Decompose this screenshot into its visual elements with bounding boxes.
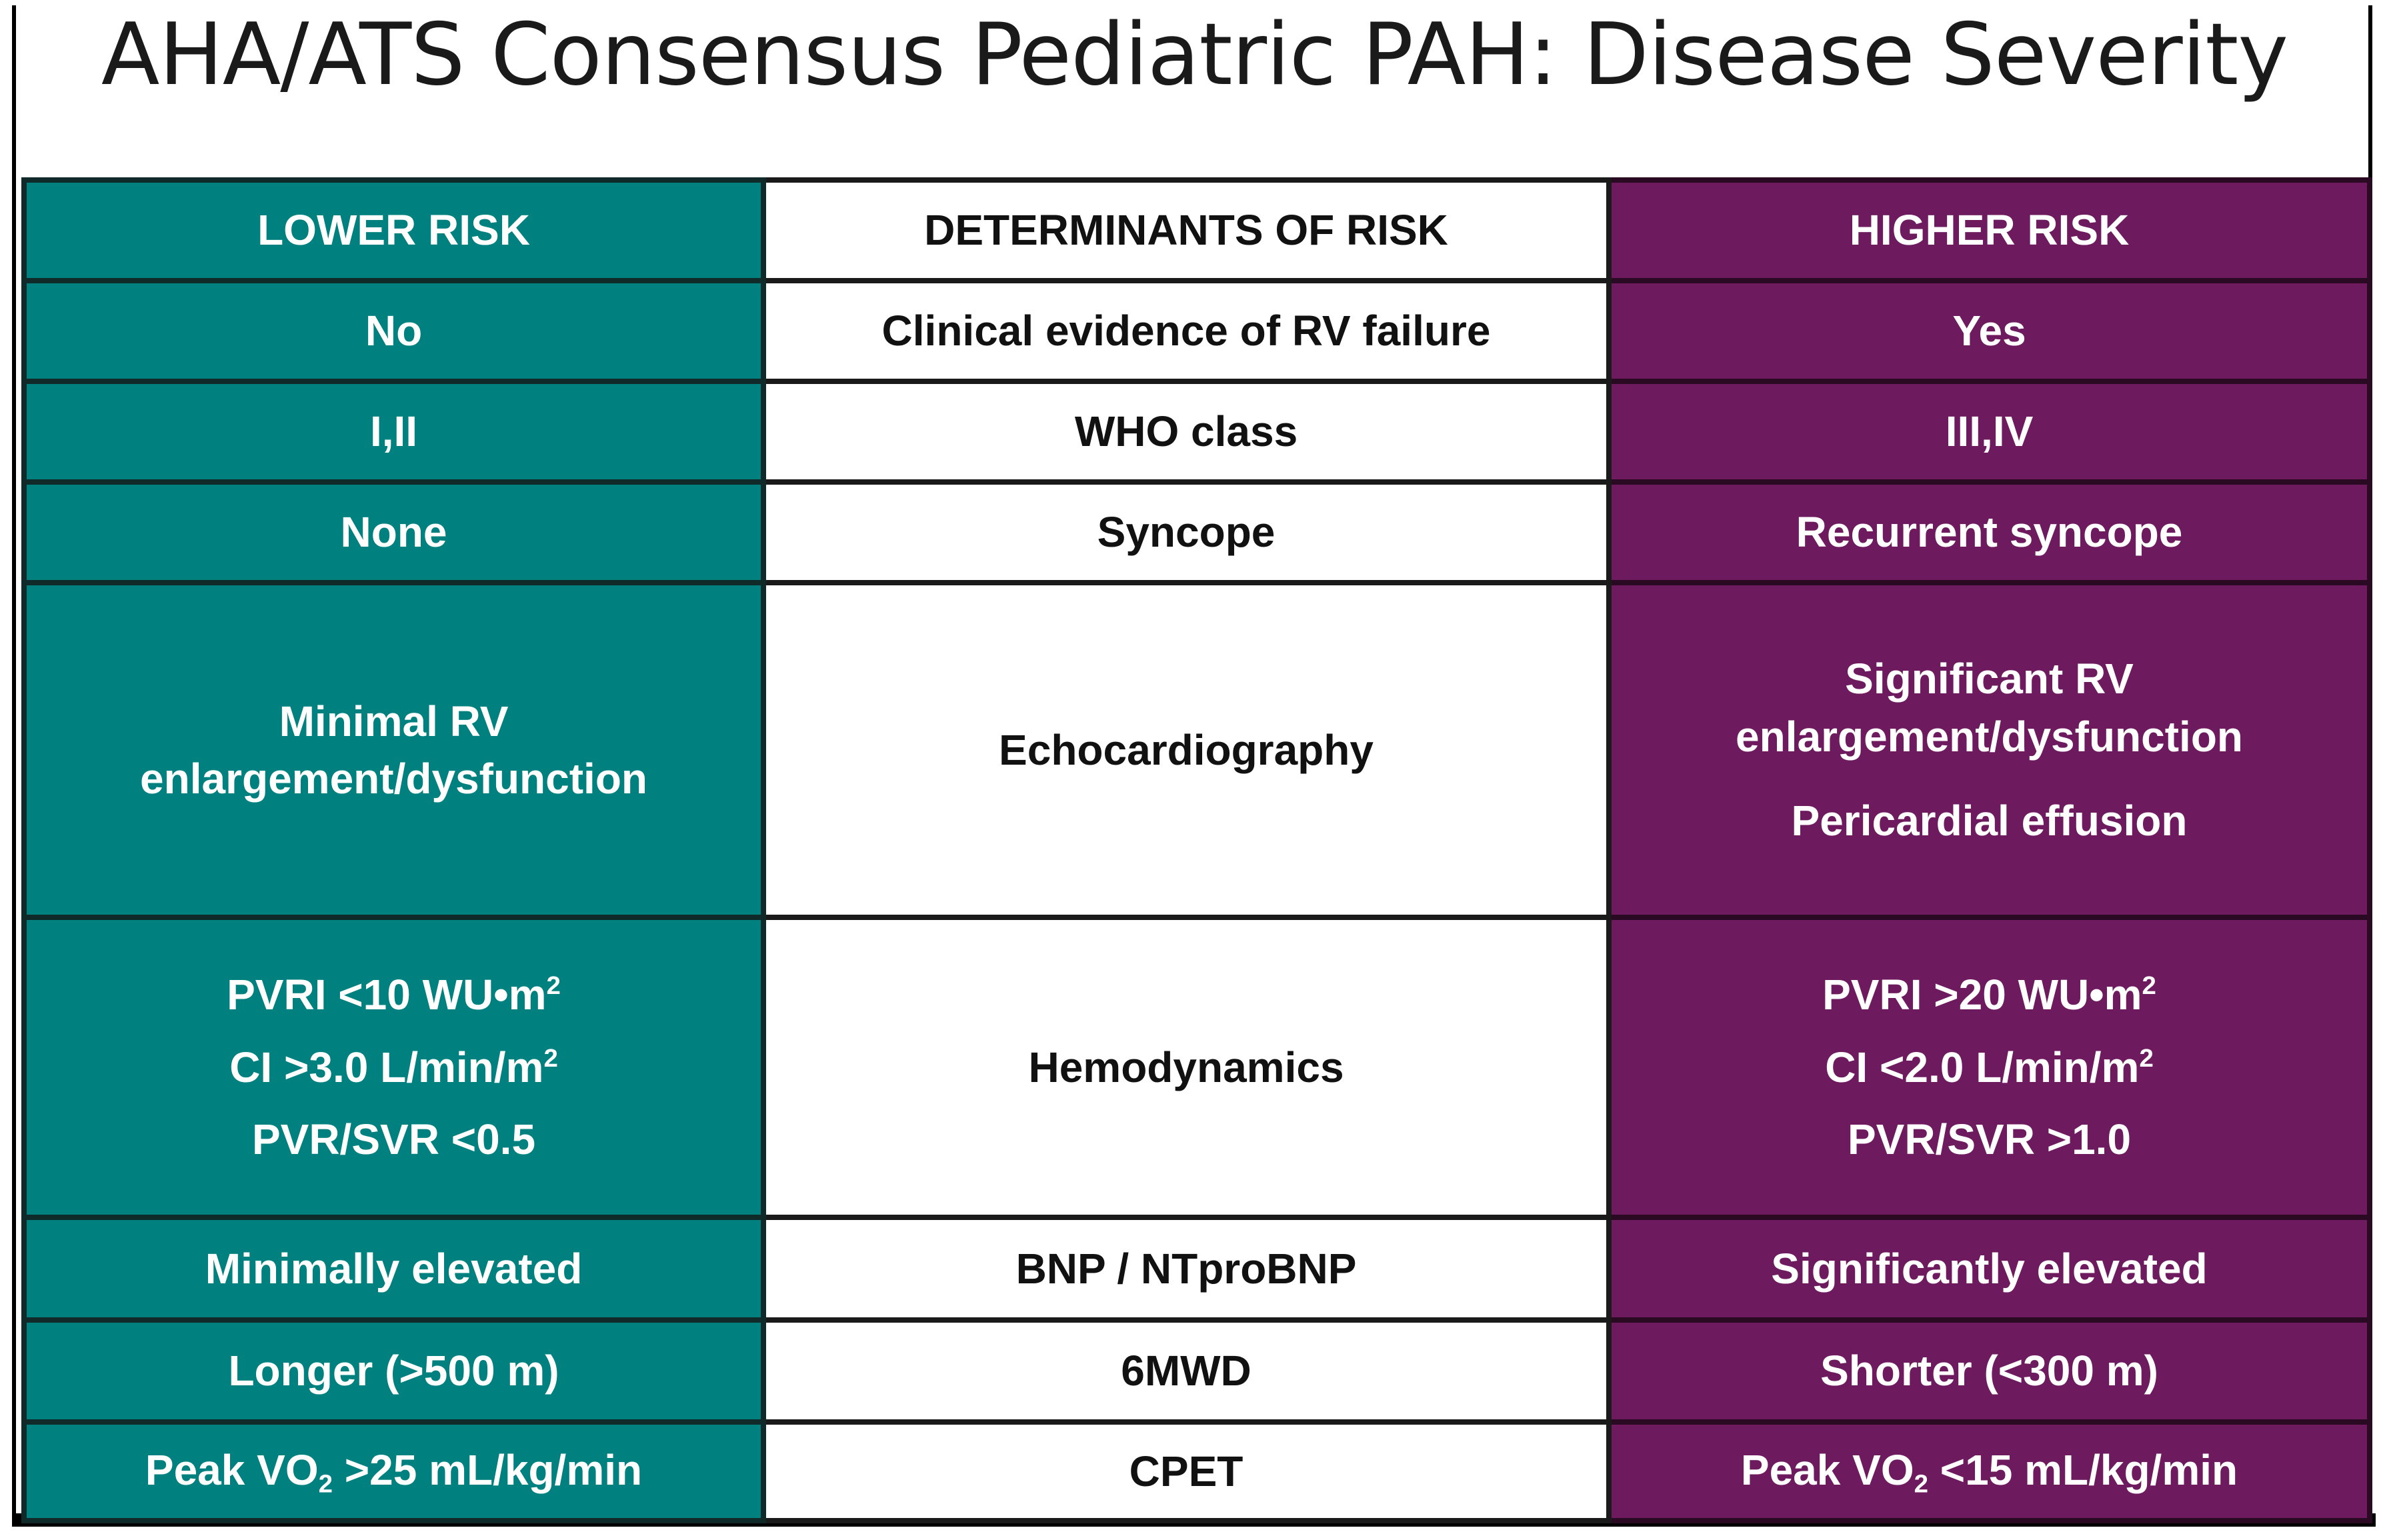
- subscript: 2: [1914, 1469, 1928, 1499]
- higher-cell: Significantly elevated: [1609, 1217, 2370, 1320]
- higher-cell: [1609, 583, 2370, 917]
- cell-line: enlargement/dysfunction: [140, 755, 647, 803]
- table-row: [24, 281, 2370, 381]
- lower-cell: [24, 583, 763, 917]
- cell-line: Pericardial effusion: [1791, 797, 2188, 845]
- lower-cell: Longer (>500 m): [24, 1320, 763, 1422]
- cell-text: Peak VO: [145, 1445, 319, 1494]
- table-header-row: [24, 180, 2370, 281]
- header-lower-risk: LOWER RISK: [24, 180, 763, 281]
- cell-line: enlargement/dysfunction: [1736, 712, 2243, 761]
- lower-cell: No: [24, 281, 763, 381]
- header-determinants: DETERMINANTS OF RISK: [763, 180, 1609, 281]
- cell-text: <15 mL/kg/min: [1928, 1445, 2238, 1494]
- determinant-cell: CPET: [763, 1422, 1609, 1521]
- determinant-cell: 6MWD: [763, 1320, 1609, 1422]
- lower-cell: None: [24, 482, 763, 583]
- cell-text: PVRI >20 WU•m: [1822, 970, 2142, 1019]
- table-row: [24, 1320, 2370, 1422]
- cell-text: >25 mL/kg/min: [332, 1445, 643, 1494]
- higher-cell: [1609, 917, 2370, 1217]
- table-row: [24, 1217, 2370, 1320]
- higher-cell: Yes: [1609, 281, 2370, 381]
- determinant-cell: Hemodynamics: [763, 917, 1609, 1217]
- higher-cell: III,IV: [1609, 381, 2370, 482]
- page-title: AHA/ATS Consensus Pediatric PAH: Disease Severity: [101, 5, 2288, 105]
- determinant-cell: Echocardiography: [763, 583, 1609, 917]
- determinant-cell: BNP / NTproBNP: [763, 1217, 1609, 1320]
- table-row: [24, 583, 2370, 917]
- higher-cell: [1609, 1422, 2370, 1521]
- cell-text: Peak VO: [1740, 1445, 1914, 1494]
- cell-text: CI >3.0 L/min/m: [229, 1043, 544, 1091]
- table-row: [24, 381, 2370, 482]
- superscript: 2: [543, 1043, 558, 1073]
- lower-cell: Minimally elevated: [24, 1217, 763, 1320]
- cell-text: PVRI <10 WU•m: [227, 970, 547, 1019]
- cell-line: [1625, 1031, 2354, 1104]
- cell-text: CI <2.0 L/min/m: [1825, 1043, 2140, 1091]
- higher-cell: Shorter (<300 m): [1609, 1320, 2370, 1422]
- cell-line: [40, 1031, 747, 1104]
- cell-line: PVR/SVR >1.0: [1847, 1115, 2132, 1164]
- determinant-cell: Clinical evidence of RV failure: [763, 281, 1609, 381]
- lower-cell: [24, 917, 763, 1217]
- subscript: 2: [318, 1469, 333, 1499]
- determinant-cell: Syncope: [763, 482, 1609, 583]
- lower-cell: I,II: [24, 381, 763, 482]
- table-row: [24, 1422, 2370, 1521]
- superscript: 2: [2139, 1043, 2154, 1073]
- higher-cell: Recurrent syncope: [1609, 482, 2370, 583]
- superscript: 2: [2142, 971, 2156, 1000]
- cell-line: Minimal RV: [279, 697, 509, 745]
- risk-table: [21, 177, 2372, 1523]
- cell-line: [40, 959, 747, 1031]
- header-higher-risk: HIGHER RISK: [1609, 180, 2370, 281]
- superscript: 2: [546, 971, 561, 1000]
- cell-line: Significant RV: [1845, 655, 2134, 703]
- table-row: [24, 482, 2370, 583]
- cell-line: PVR/SVR <0.5: [251, 1115, 536, 1164]
- cell-line: [1625, 959, 2354, 1031]
- determinant-cell: WHO class: [763, 381, 1609, 482]
- table-row: [24, 917, 2370, 1217]
- lower-cell: [24, 1422, 763, 1521]
